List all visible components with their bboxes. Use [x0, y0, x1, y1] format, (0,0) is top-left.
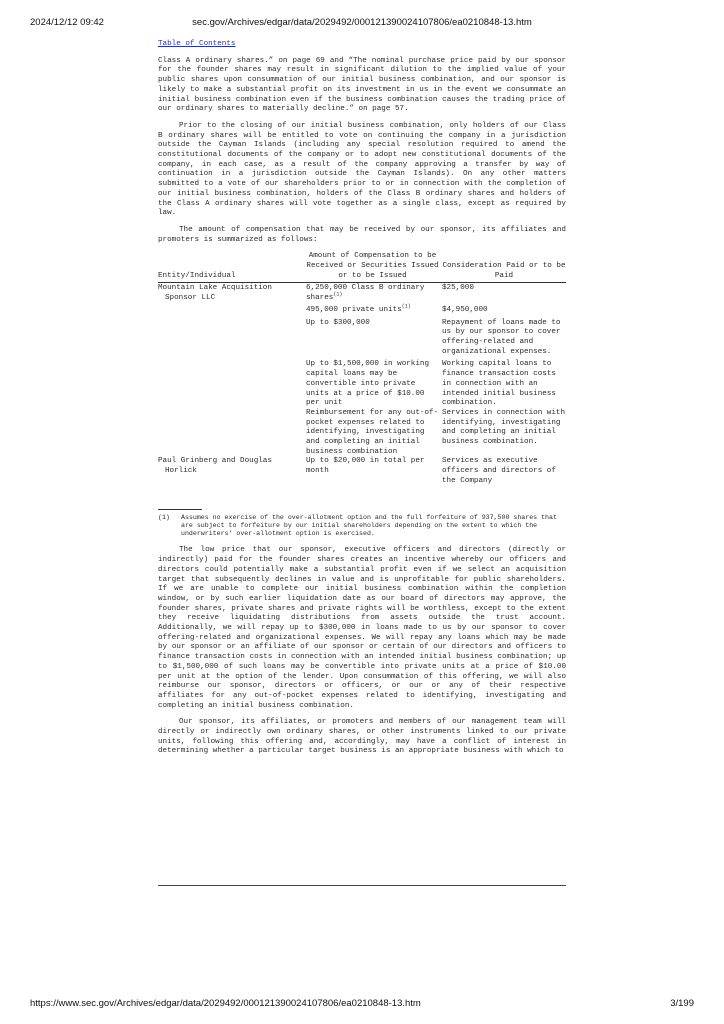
cell-entity [158, 409, 306, 458]
cell-amount [306, 283, 442, 306]
cell-amount: Reimbursement for any out-of-pocket expenses related to identifying, investigating and completing an initial business combination [306, 408, 439, 456]
entity-name: Paul Grinberg and Douglas Horlick [158, 457, 272, 476]
footnote-ref: (1) [333, 291, 343, 298]
paragraph-founder-shares-incentive: The low price that our sponsor, executive officers and directors (directly or indirectly) paid for the founder shares creates an incentive whereby our officers and directors could potentially make a substantial profit even if we select an acquisition target that subsequently declines in value and is unprofitable for public shareholders. If we are unable to complete our initial business combination within the completion window, or by such earlier liquidation date as our board of directors may approve, the founder shares, private shares and private rights will be worthless, except to the extent they receive liquidating distributions from assets outside the trust account. Additionally, we will repay up to $300,000 in loans made to us by our sponsor to cover offering-related and organizational expenses. We will repay any loans which may be made by our sponsor or an affiliate of our sponsor or certain of our directors and officers to finance transaction costs in connection with an intended initial business combination; up to $1,500,000 of such loans may be convertible into private units at a price of $10.00 per unit at the option of the lender. Upon consummation of this offering, we will also reimburse our sponsor, directors or officers, or our or any of their respective affiliates for any out-of-pocket expenses related to identifying, investigating and completing an initial business combination. [158, 546, 566, 710]
print-datetime: 2024/12/12 09:42 [30, 17, 104, 28]
cell-entity [158, 283, 306, 306]
print-page-title: sec.gov/Archives/edgar/data/2029492/000121390024107806/ea0210848-13.htm [192, 17, 532, 28]
cell-consideration: $4,950,000 [442, 305, 488, 314]
footnote-ref: (1) [401, 303, 411, 310]
header-consideration: Consideration Paid or to be Paid [442, 252, 566, 283]
paragraph-conflict-of-interest: Our sponsor, its affiliates, or promoters and members of our management team will directly or indirectly own ordinary shares, or other instruments linked to our private units, following this offering and, accordingly, may have a conflict of interest in determining whether a particular target business is an appropriate business with which to [158, 718, 566, 756]
table-row [158, 409, 566, 458]
table-row [158, 316, 566, 358]
print-url: https://www.sec.gov/Archives/edgar/data/2029492/000121390024107806/ea0210848-13.htm [30, 998, 421, 1009]
paragraph-voting-rights: Prior to the closing of our initial business combination, only holders of our Class B ordinary shares will be entitled to vote on continuing the company in a jurisdiction outside the Cayman Islands (including any special resolution required to amend the constitutional documents of the company or to adopt new constitutional documents of the company, in each case, as a result of the company approving a transfer by way of continuation in a jurisdiction outside the Cayman Islands). On any other matters submitted to a vote of our shareholders prior to or in connection with the completion of our initial business combination, holders of the Class B ordinary shares and holders of the Class A ordinary shares will vote together as a single class, except as required by law. [158, 121, 566, 218]
paragraph-compensation-intro: The amount of compensation that may be received by our sponsor, its affiliates and promoters is summarized as follows: [158, 225, 566, 244]
cell-entity [158, 457, 306, 486]
cell-consideration: Repayment of loans made to us by our sponsor to cover offering-related and organizational expenses. [442, 318, 561, 356]
cell-entity [158, 306, 306, 316]
entity-name: Mountain Lake Acquisition Sponsor LLC [158, 284, 272, 303]
compensation-table [158, 252, 566, 486]
cell-consideration: Services as executive officers and directors of the Company [442, 457, 556, 485]
cell-amount: Up to $20,000 in total per month [306, 457, 425, 476]
footnote-text: Assumes no exercise of the over-allotment option and the full forfeiture of 937,500 shares that are subject to forfeiture by our initial shareholders depending on the extent to which the underwriters’ over-allotment option is exercised. [181, 513, 557, 538]
footnote-number: (1) [158, 513, 170, 521]
cell-amount: Up to $300,000 [306, 318, 370, 327]
cell-amount [306, 303, 442, 316]
cell-consideration: $25,000 [442, 284, 474, 293]
cell-amount: Up to $1,500,000 in working capital loans may be convertible into private units at a price of $10.00 per unit [306, 360, 430, 408]
table-header-row [158, 252, 566, 283]
cell-consideration: Services in connection with identifying, investigating and completing an initial business combination. [442, 408, 566, 447]
table-of-contents-link[interactable]: Table of Contents [158, 40, 236, 48]
page-bottom-rule [158, 885, 566, 886]
cell-consideration: Working capital loans to finance transaction costs in connection with an intended initial business combination. [442, 360, 556, 408]
table-row [158, 357, 566, 409]
table-row [158, 283, 566, 306]
cell-entity [158, 316, 306, 358]
paragraph-class-a-shares: Class A ordinary shares.” on page 69 and “The nominal purchase price paid by our sponsor for the founder shares may result in significant dilution to the implied value of your public shares upon consummation of our initial business combination, and our sponsor is likely to make a substantial profit on its investment in us in the event we consummate an initial business combination even if the business combination causes the trading price of our ordinary shares to materially decline.” on page 57. [158, 56, 566, 114]
table-row [158, 306, 566, 316]
header-amount: Amount of Compensation to be Received or Securities Issued or to be Issued [306, 252, 442, 283]
footnote-separator [158, 509, 202, 510]
amount-text: 6,250,000 Class B ordinary shares [306, 284, 425, 303]
amount-text: 495,000 private units [306, 305, 402, 314]
print-page-count: 3/199 [670, 998, 694, 1009]
cell-entity [158, 357, 306, 409]
table-row [158, 457, 566, 486]
footnote [158, 514, 566, 539]
document-body [158, 40, 566, 764]
header-entity: Entity/Individual [158, 252, 306, 283]
